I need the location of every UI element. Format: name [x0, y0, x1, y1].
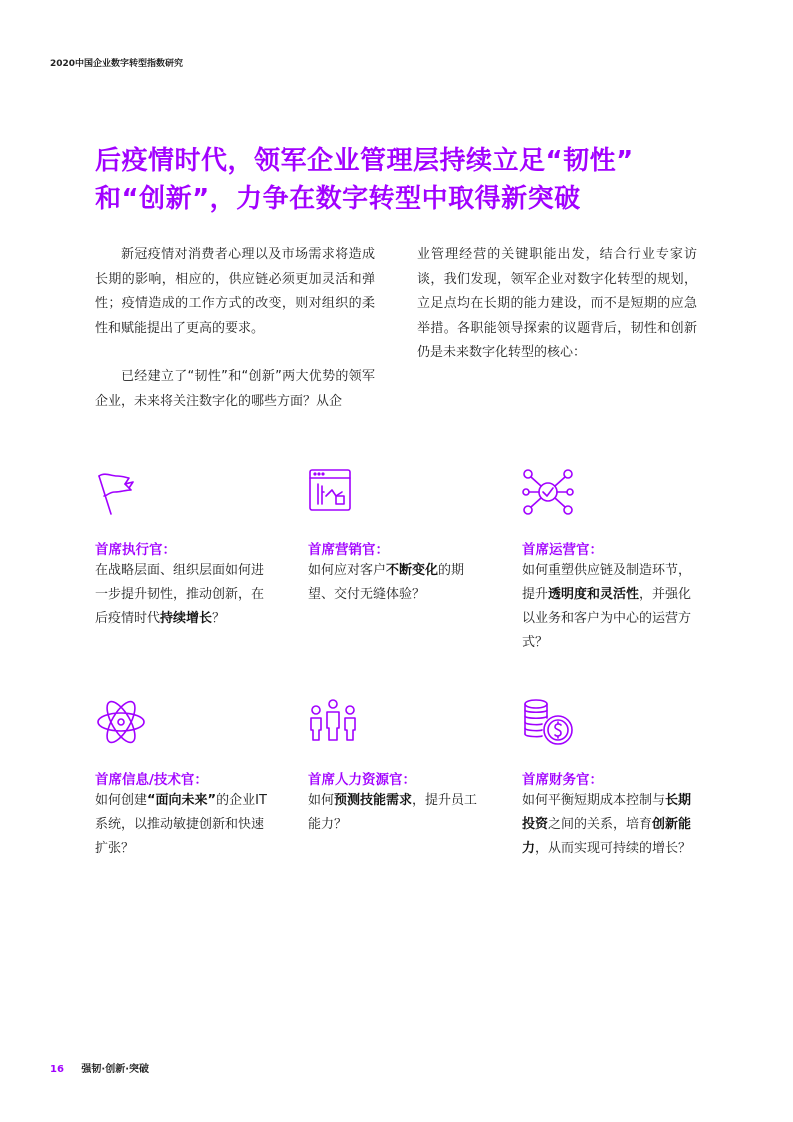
headline-line-1: 后疫情时代，领军企业管理层持续立足“韧性” — [95, 146, 634, 176]
role-title: 首席人力资源官： — [308, 772, 416, 788]
flag-icon — [95, 466, 151, 522]
desc-text: 如何重塑供应链及制造环节，提升 — [522, 563, 692, 602]
page-headline — [95, 142, 735, 218]
analytics-window-icon — [308, 466, 364, 522]
role-title: 首席营销官： — [308, 542, 389, 558]
role-card-coo — [522, 466, 702, 650]
role-card-chro — [308, 696, 488, 832]
network-check-icon — [522, 466, 578, 522]
desc-text: 之间的关系，培育 — [548, 817, 653, 832]
role-description — [308, 559, 488, 607]
role-title: 首席信息/技术官： — [95, 772, 208, 788]
desc-text: ，提升员工能力？ — [308, 793, 478, 832]
section-label: 强韧·创新·突破 — [81, 1064, 150, 1075]
desc-emphasis: 预测技能需求 — [334, 793, 413, 808]
role-description — [522, 789, 702, 861]
role-title: 首席运营官： — [522, 542, 603, 558]
desc-emphasis: 持续增长 — [160, 611, 213, 626]
desc-text: ？ — [212, 611, 226, 626]
desc-text: 的企业IT系统，以推动敏捷创新和快速扩张？ — [95, 793, 267, 856]
role-title: 首席执行官： — [95, 542, 176, 558]
desc-emphasis: 创新能力 — [522, 817, 692, 856]
role-description — [522, 559, 702, 655]
role-card-cfo — [522, 696, 702, 856]
role-description — [308, 789, 488, 837]
report-title: 2020中国企业数字转型指数研究 — [50, 59, 184, 69]
desc-emphasis: 透明度和灵活性 — [548, 587, 640, 602]
desc-text: 如何应对客户 — [308, 563, 387, 578]
page-number: 16 — [50, 1064, 64, 1075]
people-group-icon — [308, 696, 364, 752]
desc-emphasis: 长期投资 — [522, 793, 692, 832]
page-footer — [50, 1060, 149, 1075]
intro-column-left — [95, 243, 375, 414]
role-description — [95, 559, 275, 631]
desc-text: ，从而实现可持续的增长？ — [535, 841, 692, 856]
desc-emphasis: “面向未来” — [147, 793, 217, 808]
intro-column-right — [417, 243, 697, 366]
intro-paragraph: 业管理经营的关键职能出发，结合行业专家访谈，我们发现，领军企业对数字化转型的规划，立足点均在长期的能力建设，而不是短期的应急举措。各职能领导探索的议题背后，韧性和创新仍是未来数字化转型的核心： — [417, 247, 697, 360]
atom-icon — [95, 696, 151, 752]
desc-text: 如何 — [308, 793, 335, 808]
role-card-cmo — [308, 466, 488, 602]
desc-emphasis: 不断变化 — [386, 563, 439, 578]
headline-line-2: 和“创新”，力争在数字转型中取得新突破 — [95, 184, 581, 214]
coins-dollar-icon — [522, 696, 578, 752]
desc-text: 如何创建 — [95, 793, 148, 808]
intro-paragraph: 新冠疫情对消费者心理以及市场需求将造成长期的影响，相应的，供应链必须更加灵活和弹性；疫情造成的工作方式的改变，则对组织的柔性和赋能提出了更高的要求。 — [95, 247, 375, 336]
role-description — [95, 789, 275, 861]
role-card-ceo — [95, 466, 275, 626]
desc-text: 如何平衡短期成本控制与 — [522, 793, 666, 808]
intro-paragraph: 已经建立了“韧性”和“创新”两大优势的领军企业，未来将关注数字化的哪些方面？从企 — [95, 369, 375, 409]
desc-text: 在战略层面、组织层面如何进一步提升韧性，推动创新，在后疫情时代 — [95, 563, 265, 626]
desc-text: 的期望、交付无缝体验？ — [308, 563, 465, 602]
desc-text: ，并强化以业务和客户为中心的运营方式？ — [522, 587, 692, 650]
role-title: 首席财务官： — [522, 772, 603, 788]
role-card-cio — [95, 696, 275, 856]
